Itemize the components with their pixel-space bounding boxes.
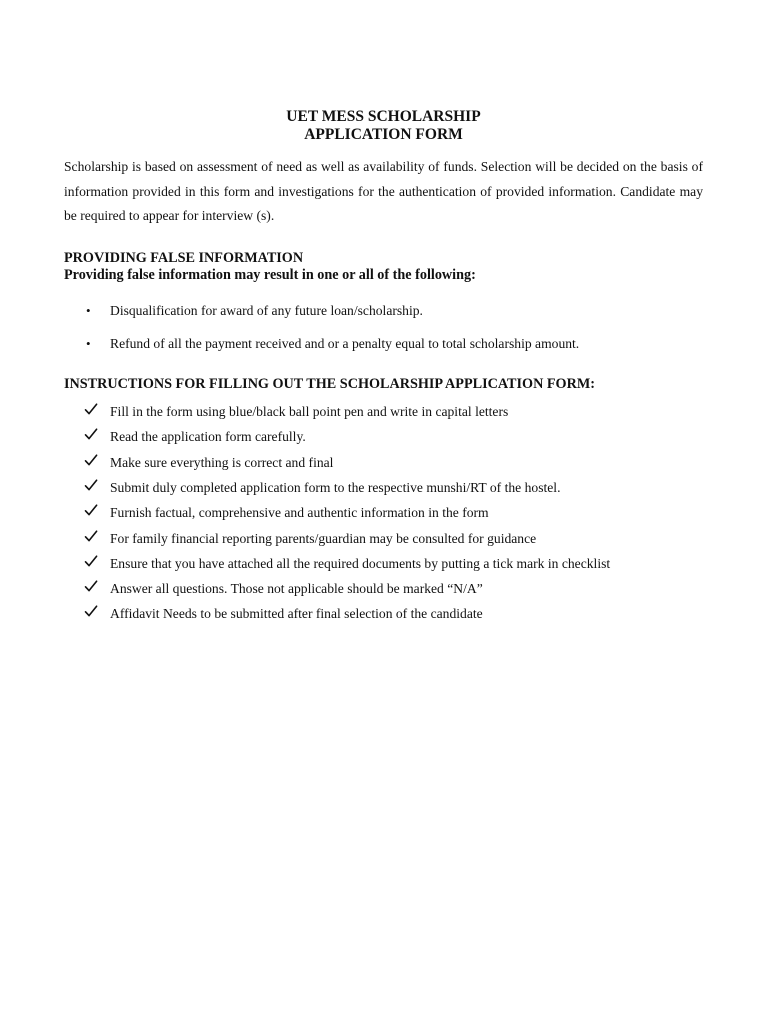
checkmark-icon [84,554,98,568]
checkmark-icon [84,579,98,593]
intro-paragraph: Scholarship is based on assessment of need as well as availability of funds. Selection will be decided on the basis of information provided in this form and investigations for the authentication of provided information. Candidate may be required to appear for interview (s). [64,159,703,223]
instruction-item [64,454,703,474]
instruction-text: Furnish factual, comprehensive and authentic information in the form [110,505,489,521]
document-page [64,0,703,1024]
bullet-icon: • [86,336,91,351]
checkmark-icon [84,604,98,618]
false-info-heading: PROVIDING FALSE INFORMATION [64,250,304,266]
checkmark-icon [84,529,98,543]
instruction-text: Submit duly completed application form to the respective munshi/RT of the hostel. [110,479,561,495]
instruction-item [64,580,703,600]
instruction-item [64,428,703,448]
document-title: UET MESS SCHOLARSHIP [286,108,481,125]
instruction-item [64,479,703,499]
false-info-subheading: Providing false information may result in one or all of the following: [64,267,476,283]
instruction-item [64,555,703,575]
instruction-item [64,530,703,550]
checkmark-icon [84,402,98,416]
bullet-text: Disqualification for award of any future loan/scholarship. [110,303,423,318]
checkmark-icon [84,503,98,517]
instruction-text: Fill in the form using blue/black ball point pen and write in capital letters [110,404,509,419]
instruction-text: For family financial reporting parents/guardian may be consulted for guidance [110,530,537,546]
instruction-item [64,605,703,625]
bullet-icon: • [86,303,91,318]
instruction-item [64,403,703,423]
instruction-text: Ensure that you have attached all the required documents by putting a tick mark in checklist [110,555,611,571]
instruction-text: Read the application form carefully. [110,429,306,445]
instruction-text: Answer all questions. Those not applicable should be marked “N/A” [110,581,483,597]
instructions-heading: INSTRUCTIONS FOR FILLING OUT THE SCHOLARSHIP APPLICATION FORM: [64,376,595,392]
document-subtitle: APPLICATION FORM [304,126,463,143]
bullet-text: Refund of all the payment received and or a penalty equal to total scholarship amount. [110,336,580,351]
instruction-text: Affidavit Needs to be submitted after final selection of the candidate [110,606,483,622]
checkmark-icon [84,427,98,441]
checkmark-icon [84,478,98,492]
instruction-text: Make sure everything is correct and final [110,454,334,470]
instruction-item [64,504,703,524]
checkmark-icon [84,453,98,467]
